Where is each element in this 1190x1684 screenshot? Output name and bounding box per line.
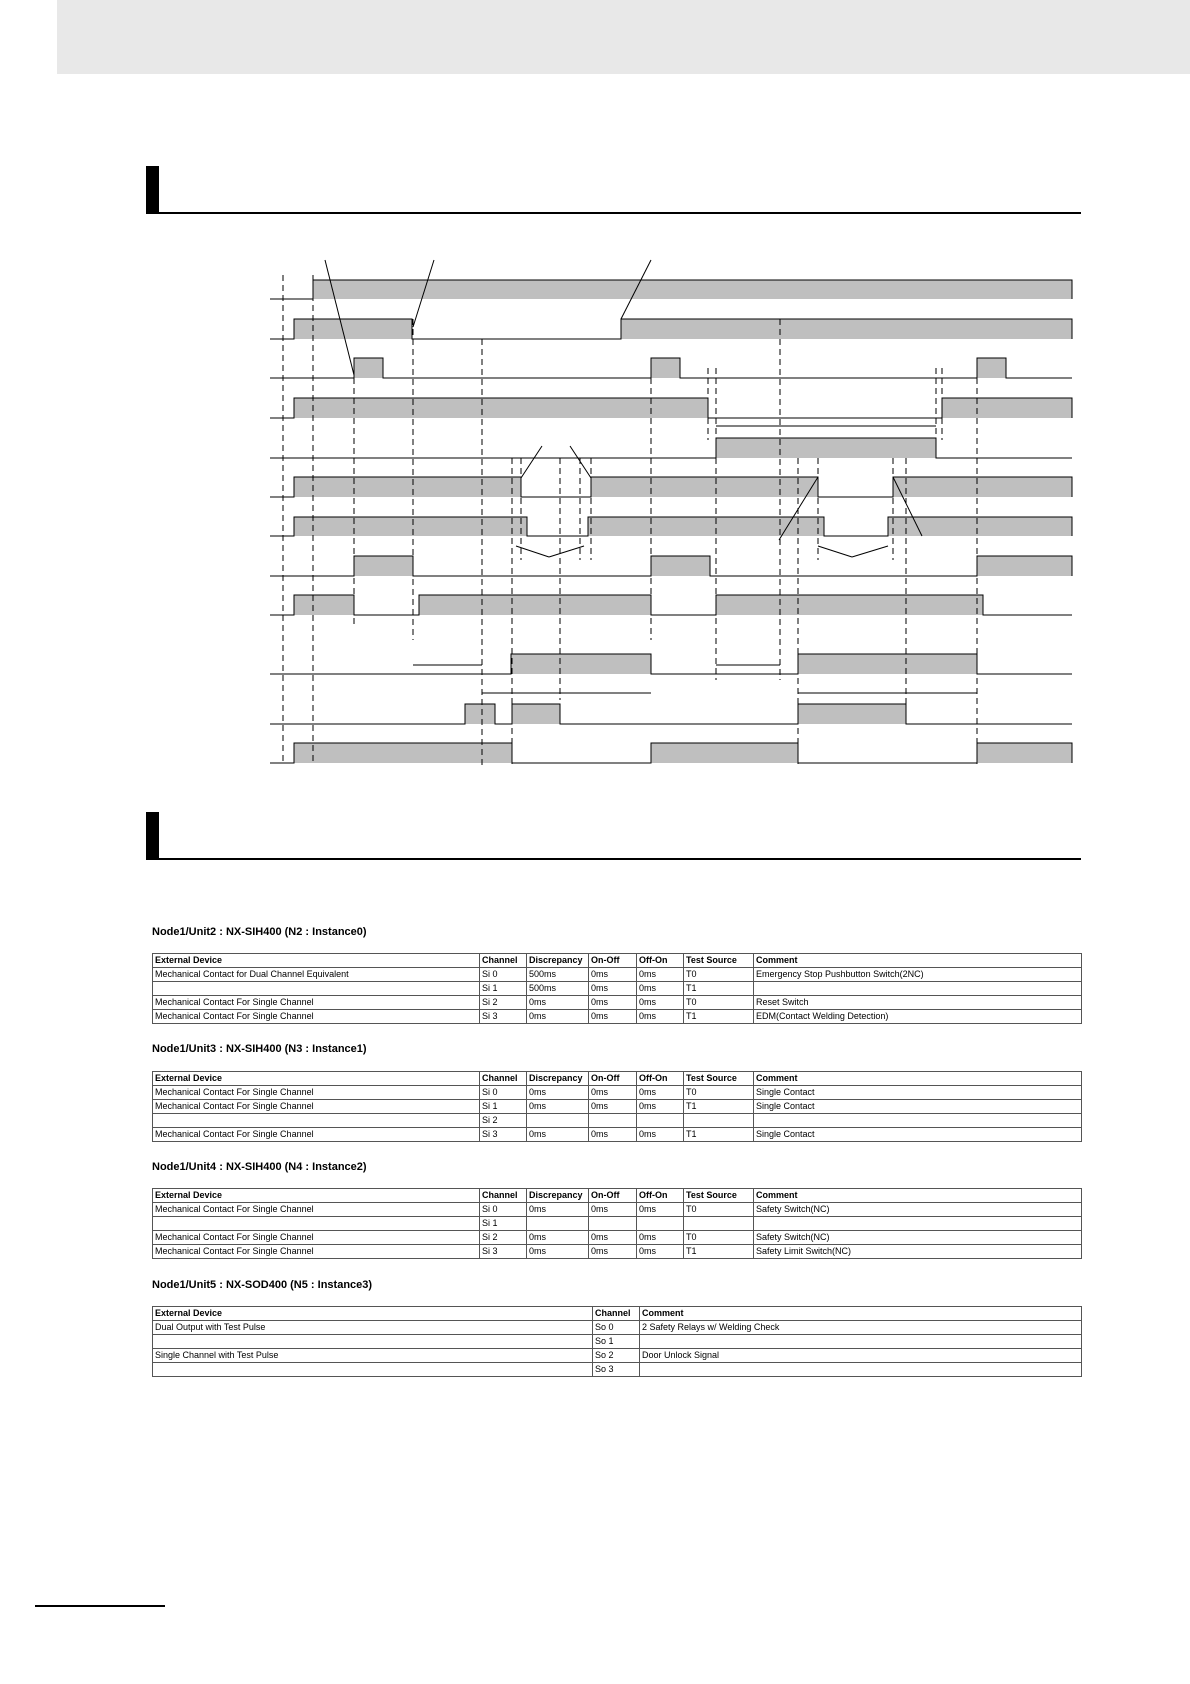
table-row: Single Channel with Test Pulse So 2 Door Unlock Signal (153, 1349, 1082, 1363)
section-heading-configuration (146, 812, 1081, 860)
signal-5 (270, 438, 1072, 458)
signal-7 (270, 517, 1072, 536)
signal-9 (270, 595, 1072, 615)
signal-3 (270, 358, 1072, 378)
unit5-title: Node1/Unit5 : NX-SOD400 (N5 : Instance3) (152, 1279, 373, 1291)
top-header-band (57, 0, 1190, 74)
table-row: Mechanical Contact For Single Channel Si 2 0ms 0ms 0ms T0 Reset Switch (153, 996, 1082, 1010)
signal-4 (270, 398, 1072, 418)
signal-12 (270, 743, 1072, 763)
table-header-row: External Device Channel Discrepancy On-Off Off-On Test Source Comment (153, 1189, 1082, 1203)
table-header-row: External Device Channel Discrepancy On-Off Off-On Test Source Comment (153, 954, 1082, 968)
signal-2 (270, 319, 1072, 339)
table-row: So 3 (153, 1363, 1082, 1377)
table-row: Mechanical Contact For Single Channel Si 3 0ms 0ms 0ms T1 EDM(Contact Welding Detection) (153, 1010, 1082, 1024)
timing-chart (270, 255, 1075, 765)
table-row: Dual Output with Test Pulse So 0 2 Safety Relays w/ Welding Check (153, 1321, 1082, 1335)
unit3-title: Node1/Unit3 : NX-SIH400 (N3 : Instance1) (152, 1043, 367, 1055)
table-row: Mechanical Contact For Single Channel Si 3 0ms 0ms 0ms T1 Safety Limit Switch(NC) (153, 1245, 1082, 1259)
unit2-table (152, 953, 1082, 1024)
table-header-row: External Device Channel Comment (153, 1307, 1082, 1321)
unit5-table (152, 1306, 1082, 1377)
section-heading-timing-chart (146, 166, 1081, 214)
table-row: Mechanical Contact For Single Channel Si 0 0ms 0ms 0ms T0 Safety Switch(NC) (153, 1203, 1082, 1217)
signal-10 (270, 654, 1072, 674)
signal-1 (270, 280, 1072, 299)
signal-6 (270, 477, 1072, 497)
table-row: Mechanical Contact For Single Channel Si 1 0ms 0ms 0ms T1 Single Contact (153, 1100, 1082, 1114)
footer-rule (35, 1605, 165, 1607)
signal-8 (270, 556, 1072, 576)
table-row: Mechanical Contact for Dual Channel Equivalent Si 0 500ms 0ms 0ms T0 Emergency Stop Pushbutton Switch(2NC) (153, 968, 1082, 982)
signal-11 (270, 704, 1072, 724)
unit4-table (152, 1188, 1082, 1259)
table-row: Si 1 (153, 1217, 1082, 1231)
unit4-title: Node1/Unit4 : NX-SIH400 (N4 : Instance2) (152, 1161, 367, 1173)
table-row: Mechanical Contact For Single Channel Si 3 0ms 0ms 0ms T1 Single Contact (153, 1128, 1082, 1142)
table-header-row: External Device Channel Discrepancy On-Off Off-On Test Source Comment (153, 1072, 1082, 1086)
table-row: So 1 (153, 1335, 1082, 1349)
table-row: Si 2 (153, 1114, 1082, 1128)
table-row: Mechanical Contact For Single Channel Si 2 0ms 0ms 0ms T0 Safety Switch(NC) (153, 1231, 1082, 1245)
table-row: Mechanical Contact For Single Channel Si 0 0ms 0ms 0ms T0 Single Contact (153, 1086, 1082, 1100)
unit3-table (152, 1071, 1082, 1142)
section-marker (146, 166, 159, 212)
section-marker (146, 812, 159, 858)
table-row: Si 1 500ms 0ms 0ms T1 (153, 982, 1082, 996)
unit2-title: Node1/Unit2 : NX-SIH400 (N2 : Instance0) (152, 926, 367, 938)
